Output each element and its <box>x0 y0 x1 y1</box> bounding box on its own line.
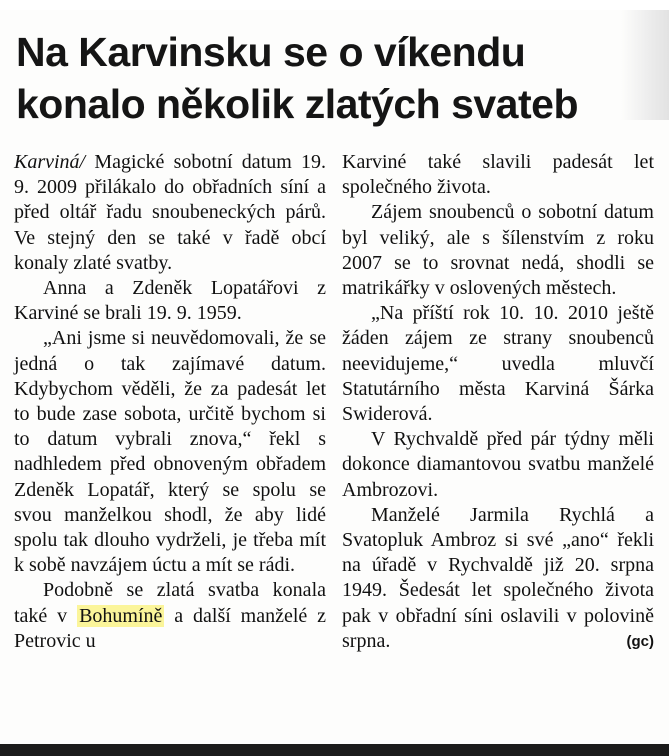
column-right <box>342 150 654 738</box>
article-body <box>14 150 654 738</box>
paragraph-text: Magické sobotní datum 19. 9. 2009 přilákalo do obřadních síní a před oltář řadu snoubeneckých párů. Ve stejný den se také v řadě obcí konaly zlaté svatby. <box>14 151 327 274</box>
paragraph-text: Manželé Jarmila Rychlá a Svatopluk Ambroz si své „ano“ řekli na úřadě v Rychvaldě již 20. srpna 1949. Šedesát let společného života pak v obřadní síni oslavili v polovině srpna. <box>342 503 654 652</box>
paragraph-quote: „Ani jsme si neuvědomovali, že se jedná o tak zajímavé datum. Kdybychom věděli, že za padesát let to bude zase sobota, určitě bychom si to datum vybrali znova,“ řekl s nadhledem před obnoveným obřadem Zdeněk Lopatář, který se spolu se svou manželkou shodl, že aby lidé spolu tak dlouho vydrželi, je třeba mít k sobě navzájem úctu a mít se rádi. <box>14 327 326 577</box>
paragraph-text: Podobně se zlatá svatba konala také v <box>14 579 326 627</box>
paragraph-continued: Karviné také slavili padesát let společného života. <box>342 151 654 199</box>
paragraph: V Rychvaldě před pár týdny měli dokonce diamantovou svatbu manželé Ambrozovi. <box>342 428 654 501</box>
top-margin <box>0 0 669 10</box>
highlighted-word: Bohumíně <box>79 604 163 627</box>
paragraph <box>14 578 326 654</box>
author-signature: (gc) <box>626 632 654 650</box>
paragraph-text: a další manželé z Petrovic u <box>14 604 327 652</box>
dateline: Karviná/ <box>14 151 86 173</box>
paragraph-quote: „Na příští rok 10. 10. 2010 ještě žáden zájem ze strany snoubenců neevidujeme,“ uvedla mluvčí Statutárního města Karviná Šárka Swiderová. <box>342 302 654 426</box>
paragraph: Zájem snoubenců o sobotní datum byl veliký, ale s šílenstvím z roku 2007 se to srovnat nedá, shodli se matrikářky v oslovených městech. <box>342 201 654 300</box>
paragraph: Anna a Zdeněk Lopatářovi z Karviné se brali 19. 9. 1959. <box>14 277 326 325</box>
paragraph-lead <box>14 150 326 276</box>
headline: Na Karvinsku se o víkendu konalo několik zlatých svateb <box>16 29 578 127</box>
column-left <box>14 150 326 738</box>
paragraph-final <box>342 503 654 654</box>
bottom-rule <box>0 744 669 756</box>
